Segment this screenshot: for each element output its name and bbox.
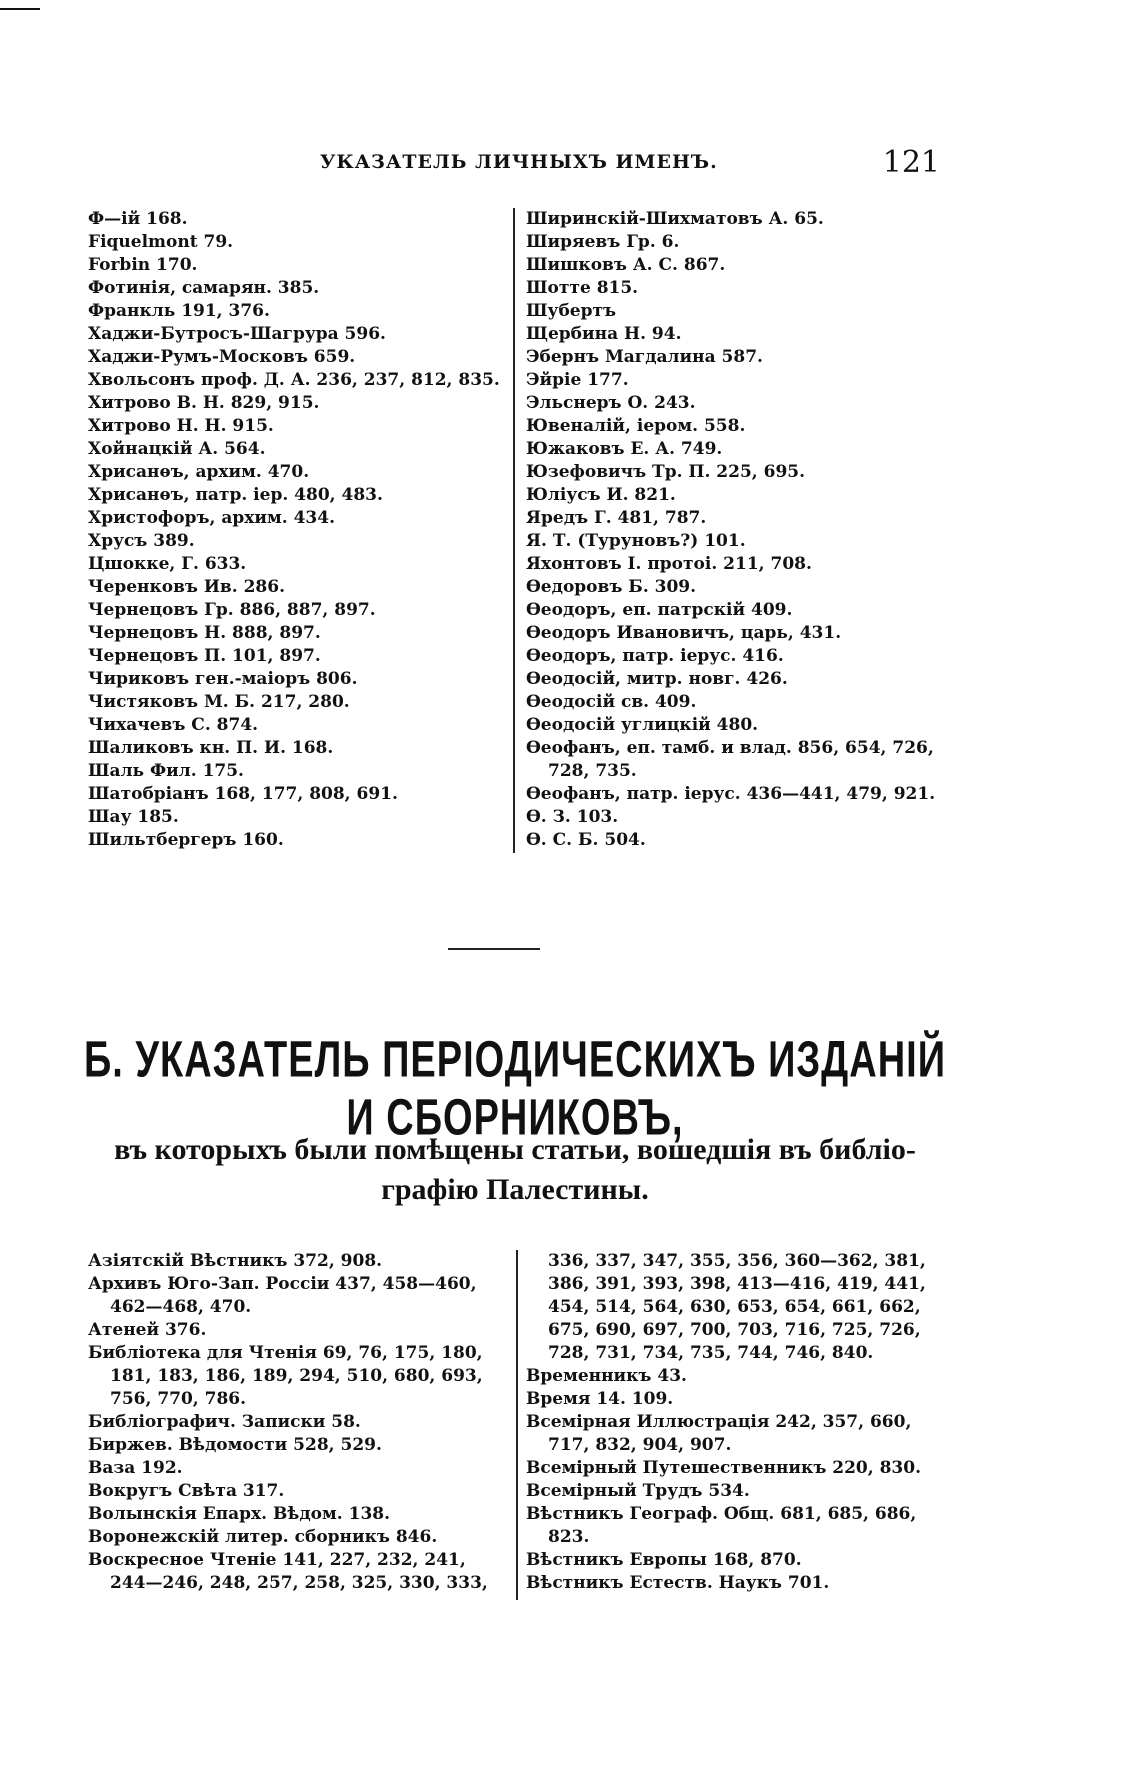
index-entry: Всемірный Трудъ 534. bbox=[526, 1481, 750, 1501]
index-entry: Шотте 815. bbox=[526, 278, 639, 298]
index-entry: Хаджи-Румъ-Московъ 659. bbox=[88, 347, 356, 367]
index-entry: Я. Т. (Туруновъ?) 101. bbox=[526, 531, 746, 551]
index-entry: Черенковъ Ив. 286. bbox=[88, 577, 285, 597]
index-entry: Вокругъ Свѣта 317. bbox=[88, 1481, 285, 1501]
index-entry: Ѳеодоръ, патр. іерус. 416. bbox=[526, 646, 784, 666]
index-entry: Forbin 170. bbox=[88, 255, 198, 275]
index-entry: Яредъ Г. 481, 787. bbox=[526, 508, 707, 528]
index-entry: Чистяковъ М. Б. 217, 280. bbox=[88, 692, 350, 712]
index-entry: Цшокке, Г. 633. bbox=[88, 554, 247, 574]
running-title: УКАЗАТЕЛЬ ЛИЧНЫХЪ ИМЕНЪ. bbox=[320, 151, 718, 173]
section-title: Б. УКАЗАТЕЛЬ ПЕРІОДИЧЕСКИХЪ ИЗДАНІЙ И СБОРНИКОВЪ, bbox=[83, 1032, 947, 1147]
index-entry: Всемірная Иллюстрація 242, 357, 660, bbox=[526, 1412, 912, 1432]
periodicals-index-right-column bbox=[526, 1250, 956, 1595]
index-entry: Хрусъ 389. bbox=[88, 531, 195, 551]
index-entry: Шатобріанъ 168, 177, 808, 691. bbox=[88, 784, 398, 804]
column-divider bbox=[513, 208, 515, 853]
index-entry-continuation: 336, 337, 347, 355, 356, 360—362, 381, bbox=[548, 1251, 926, 1271]
index-entry: Ѳедоровъ Б. 309. bbox=[526, 577, 697, 597]
page-number: 121 bbox=[882, 145, 940, 180]
index-entry: Чириковъ ген.-маіоръ 806. bbox=[88, 669, 358, 689]
index-entry: Ѳ. С. Б. 504. bbox=[526, 830, 646, 850]
index-entry: Время 14. 109. bbox=[526, 1389, 674, 1409]
index-entry: Ѳеодоръ Ивановичъ, царь, 431. bbox=[526, 623, 842, 643]
index-entry: Хрисанѳъ, архим. 470. bbox=[88, 462, 310, 482]
index-entry-continuation: 454, 514, 564, 630, 653, 654, 661, 662, bbox=[548, 1297, 921, 1317]
index-entry: Франкль 191, 376. bbox=[88, 301, 270, 321]
index-entry: Ѳеодосій, митр. новг. 426. bbox=[526, 669, 788, 689]
index-entry: Ѳеофанъ, патр. іерус. 436—441, 479, 921. bbox=[526, 784, 936, 804]
column-divider bbox=[516, 1250, 518, 1600]
index-entry-continuation: 756, 770, 786. bbox=[110, 1389, 247, 1409]
index-entry: Чихачевъ С. 874. bbox=[88, 715, 259, 735]
index-entry-continuation: 181, 183, 186, 189, 294, 510, 680, 693, bbox=[110, 1366, 483, 1386]
index-entry: Вѣстникъ Естеств. Наукъ 701. bbox=[526, 1573, 830, 1593]
index-entry-continuation: 244—246, 248, 257, 258, 325, 330, 333, bbox=[110, 1573, 488, 1593]
section-subtitle-line: въ которыхъ были помѣщены статьи, вошедшія въ библіо- bbox=[114, 1133, 916, 1166]
index-entry-continuation: 717, 832, 904, 907. bbox=[548, 1435, 732, 1455]
names-index-left-column bbox=[88, 208, 508, 852]
index-entry: Библіографич. Записки 58. bbox=[88, 1412, 361, 1432]
index-entry: Хаджи-Бутросъ-Шагрура 596. bbox=[88, 324, 386, 344]
index-entry: Щербина Н. 94. bbox=[526, 324, 682, 344]
index-entry: Азіятскій Вѣстникъ 372, 908. bbox=[88, 1251, 383, 1271]
index-entry: Христофоръ, архим. 434. bbox=[88, 508, 335, 528]
periodicals-index-left-column bbox=[88, 1250, 518, 1595]
index-entry-continuation: 728, 731, 734, 735, 744, 746, 840. bbox=[548, 1343, 874, 1363]
index-entry: Атеней 376. bbox=[88, 1320, 207, 1340]
index-entry: Шау 185. bbox=[88, 807, 179, 827]
index-entry: Фотинія, самарян. 385. bbox=[88, 278, 320, 298]
index-entry: Ширяевъ Гр. 6. bbox=[526, 232, 680, 252]
index-entry: Шаль Фил. 175. bbox=[88, 761, 244, 781]
index-entry: Ѳеодосій углицкій 480. bbox=[526, 715, 759, 735]
index-entry-continuation: 728, 735. bbox=[548, 761, 637, 781]
index-entry: Ѳеодоръ, еп. патрскій 409. bbox=[526, 600, 793, 620]
index-entry: Эйріе 177. bbox=[526, 370, 629, 390]
section-separator-rule bbox=[448, 948, 540, 950]
index-entry: Юзефовичъ Тр. П. 225, 695. bbox=[526, 462, 806, 482]
index-entry: Эбернъ Магдалина 587. bbox=[526, 347, 763, 367]
index-entry: Шишковъ А. С. 867. bbox=[526, 255, 726, 275]
index-entry: Шубертъ bbox=[526, 301, 617, 321]
index-entry: Чернецовъ Н. 888, 897. bbox=[88, 623, 321, 643]
index-entry: Ф—ій 168. bbox=[88, 209, 188, 229]
index-entry: Ваза 192. bbox=[88, 1458, 183, 1478]
index-entry: Южаковъ Е. А. 749. bbox=[526, 439, 723, 459]
index-entry: Воронежскій литер. сборникъ 846. bbox=[88, 1527, 438, 1547]
index-entry: Хитрово В. Н. 829, 915. bbox=[88, 393, 320, 413]
index-entry-continuation: 462—468, 470. bbox=[110, 1297, 252, 1317]
index-entry: Вѣстникъ Европы 168, 870. bbox=[526, 1550, 802, 1570]
index-entry: Ѳеодосій св. 409. bbox=[526, 692, 697, 712]
index-entry-continuation: 386, 391, 393, 398, 413—416, 419, 441, bbox=[548, 1274, 926, 1294]
index-entry: Яхонтовъ І. протоі. 211, 708. bbox=[526, 554, 812, 574]
index-entry-continuation: 823. bbox=[548, 1527, 590, 1547]
section-subtitle-line: графію Палестины. bbox=[381, 1173, 649, 1206]
scan-edge-mark bbox=[0, 8, 40, 10]
index-entry: Воскресное Чтеніе 141, 227, 232, 241, bbox=[88, 1550, 466, 1570]
index-entry: Хвольсонъ проф. Д. А. 236, 237, 812, 835. bbox=[88, 370, 500, 390]
index-entry: Ѳеофанъ, еп. тамб. и влад. 856, 654, 726, bbox=[526, 738, 934, 758]
index-entry: Fiquelmont 79. bbox=[88, 232, 234, 252]
index-entry: Ѳ. З. 103. bbox=[526, 807, 619, 827]
section-subtitle bbox=[80, 1130, 950, 1210]
index-entry: Вѣстникъ Географ. Общ. 681, 685, 686, bbox=[526, 1504, 917, 1524]
page-header bbox=[80, 145, 950, 185]
index-entry: Шильтбергеръ 160. bbox=[88, 830, 284, 850]
index-entry: Ширинскій-Шихматовъ А. 65. bbox=[526, 209, 824, 229]
index-entry: Архивъ Юго-Зап. Россіи 437, 458—460, bbox=[88, 1274, 477, 1294]
index-entry: Всемірный Путешественникъ 220, 830. bbox=[526, 1458, 922, 1478]
index-entry: Волынскія Епарх. Вѣдом. 138. bbox=[88, 1504, 391, 1524]
index-entry: Чернецовъ Гр. 886, 887, 897. bbox=[88, 600, 376, 620]
index-entry: Ювеналій, іером. 558. bbox=[526, 416, 746, 436]
index-entry: Эльснеръ О. 243. bbox=[526, 393, 696, 413]
names-index-right-column bbox=[526, 208, 956, 852]
index-entry: Хитрово Н. Н. 915. bbox=[88, 416, 274, 436]
index-entry: Временникъ 43. bbox=[526, 1366, 687, 1386]
index-entry: Хрисанѳъ, патр. іер. 480, 483. bbox=[88, 485, 383, 505]
index-entry: Шаликовъ кн. П. И. 168. bbox=[88, 738, 334, 758]
index-entry: Хойнацкій А. 564. bbox=[88, 439, 266, 459]
index-entry: Библіотека для Чтенія 69, 76, 175, 180, bbox=[88, 1343, 483, 1363]
index-entry-continuation: 675, 690, 697, 700, 703, 716, 725, 726, bbox=[548, 1320, 921, 1340]
index-entry: Чернецовъ П. 101, 897. bbox=[88, 646, 321, 666]
index-entry: Биржев. Вѣдомости 528, 529. bbox=[88, 1435, 382, 1455]
index-entry: Юліусъ И. 821. bbox=[526, 485, 676, 505]
